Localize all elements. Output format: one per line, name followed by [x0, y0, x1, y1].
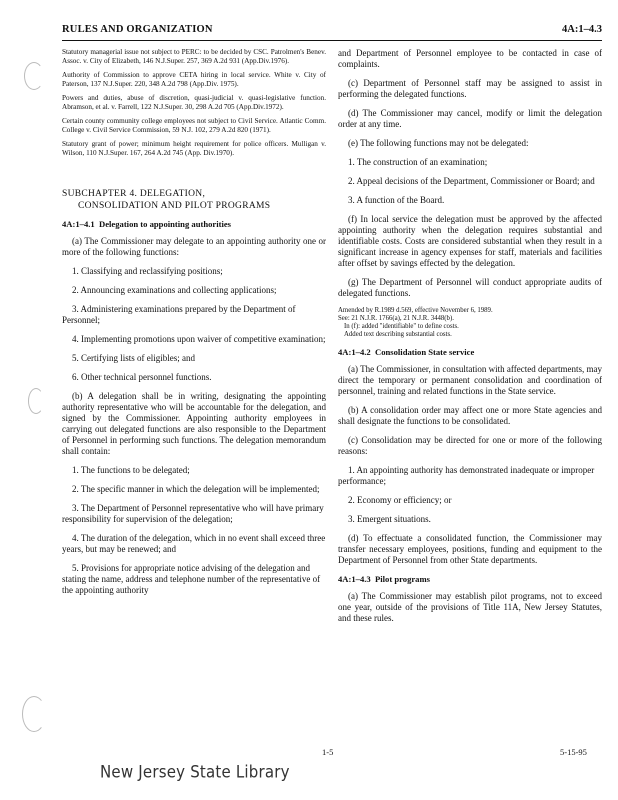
amendment-line: Added text describing substantial costs. — [344, 331, 452, 338]
paragraph: and Department of Personnel employee to be contacted in case of complaints. — [338, 48, 602, 69]
paragraph: (d) To effectuate a consolidated function, the Commissioner may transfer necessary employees, positions, funding and equipment to the Department of Personnel from other State departments. — [338, 533, 602, 565]
case-note: Certain county community college employees not subject to Civil Service. Atlantic Comm. College v. Civil Service Commission, 59 N.J. 102, 279 A.2d 820 (1971). — [62, 117, 326, 134]
case-note: Powers and duties, abuse of discretion, quasi-judicial v. quasi-legislative function. Abramson, et al. v. Farrell, 122 N.J.Super. 30, 298 A.2d 705 (App.Div.1972). — [62, 94, 326, 111]
list-item: 2. Announcing examinations and collecting applications; — [72, 285, 277, 295]
subchapter-line-1: SUBCHAPTER 4. DELEGATION, — [62, 189, 206, 199]
left-column — [62, 48, 326, 604]
section-number: 4A:1–4.2 — [338, 347, 371, 357]
section-heading — [338, 574, 602, 585]
list-item: 3. The Department of Personnel representative who will have primary responsibility for supervision of the delegation; — [62, 503, 324, 524]
header-title: RULES AND ORGANIZATION — [62, 24, 213, 35]
list-item: 1. Classifying and reclassifying positions; — [72, 266, 223, 276]
section-number: 4A:1–4.1 — [62, 219, 95, 229]
paragraph: (a) The Commissioner may establish pilot programs, not to exceed one year, outside of the provisions of Title 11A, New Jersey Statutes, and these rules. — [338, 591, 602, 623]
subchapter-line-2: CONSOLIDATION AND PILOT PROGRAMS — [78, 201, 271, 211]
paragraph: (c) Department of Personnel staff may be assigned to assist in performing the delegated functions. — [338, 78, 602, 99]
section-heading — [62, 219, 326, 230]
paragraph: (e) The following functions may not be delegated: — [348, 138, 529, 148]
case-note: Statutory grant of power; minimum height requirement for police officers. Mulligan v. Wilson, 110 N.J.Super. 167, 264 A.2d 745 (App. Div.1970). — [62, 140, 326, 157]
paragraph: (a) The Commissioner may delegate to an appointing authority one or more of the following functions: — [62, 236, 326, 257]
list-item: 2. The specific manner in which the delegation will be implemented; — [72, 484, 320, 494]
list-item: 3. A function of the Board. — [348, 195, 445, 205]
case-note: Authority of Commission to approve CETA hiring in local service. White v. City of Paterson, 137 N.J.Super. 220, 348 A.2d 798 (App.Div. 1975). — [62, 71, 326, 88]
list-item: 5. Certifying lists of eligibles; and — [72, 353, 195, 363]
section-heading — [338, 347, 602, 358]
paragraph: (d) The Commissioner may cancel, modify or limit the delegation order at any time. — [338, 108, 602, 129]
case-note: Statutory managerial issue not subject to PERC: to be decided by CSC. Patrolmen's Benev. Assoc. v. City of Elizabeth, 146 N.J.Super. 257, 369 A.2d 931 (App.Div.1976). — [62, 48, 326, 65]
section-title: Pilot programs — [375, 574, 430, 584]
paragraph: (b) A delegation shall be in writing, designating the appointing authority representative who will be accountable for the delegation, and signed by the Commissioner. Appointing authority employees in carrying out delegated functions are also responsible to the Department of Personnel in performing such functions. The delegation memorandum shall contain: — [62, 391, 326, 456]
section-title: Delegation to appointing authorities — [99, 219, 232, 229]
page-number: 1-5 — [322, 747, 334, 757]
right-column — [338, 48, 602, 632]
list-item: 4. The duration of the delegation, which in no event shall exceed three years, but may be renewed; and — [62, 533, 326, 554]
section-number: 4A:1–4.3 — [338, 574, 371, 584]
list-item: 3. Administering examinations prepared by the Department of Personnel; — [62, 304, 296, 325]
list-item: 4. Implementing promotions upon waiver of competitive examination; — [72, 334, 326, 344]
list-item: 3. Emergent situations. — [348, 514, 431, 524]
paragraph: (c) Consolidation may be directed for one or more of the following reasons: — [338, 435, 602, 456]
list-item: 1. The construction of an examination; — [348, 157, 488, 167]
amendment-line: In (f): added "identifiable" to define costs. — [344, 323, 459, 330]
punch-hole-mark — [24, 62, 44, 90]
subchapter-heading — [62, 188, 326, 212]
list-item: 1. An appointing authority has demonstrated inadequate or improper performance; — [338, 465, 595, 486]
revision-date: 5-15-95 — [560, 747, 587, 757]
running-header — [62, 22, 602, 41]
list-item: 5. Provisions for appropriate notice advising of the delegation and stating the name, address and telephone number of the representative of the appointing authority — [62, 563, 321, 595]
punch-hole-mark — [28, 388, 44, 414]
list-item: 2. Economy or efficiency; or — [348, 495, 452, 505]
amendment-history — [338, 307, 602, 339]
paragraph: (a) The Commissioner, in consultation with affected departments, may direct the temporary or permanent consolidation and coordination of personnel, training and related functions in the State service. — [338, 364, 602, 396]
list-item: 1. The functions to be delegated; — [72, 465, 190, 475]
punch-hole-mark — [22, 696, 46, 732]
header-section-number: 4A:1–4.3 — [562, 24, 602, 35]
section-title: Consolidation State service — [375, 347, 475, 357]
amendment-line: Amended by R.1989 d.569, effective November 6, 1989. — [338, 307, 493, 314]
paragraph: (g) The Department of Personnel will conduct appropriate audits of delegated functions. — [338, 277, 602, 298]
amendment-line: See: 21 N.J.R. 1766(a), 21 N.J.R. 3448(b). — [338, 315, 454, 322]
paragraph: (b) A consolidation order may affect one or more State agencies and shall designate the functions to be consolidated. — [338, 405, 602, 426]
list-item: 2. Appeal decisions of the Department, Commissioner or Board; and — [348, 176, 595, 186]
library-stamp: New Jersey State Library — [100, 762, 290, 782]
paragraph: (f) In local service the delegation must be approved by the affected appointing authority when the delegation requires substantial and identifiable costs. Costs are considered substantial when they result in a significant increase in agency expenses for staff, materials and facilities after offset by savings effected by the delegation. — [338, 214, 602, 268]
list-item: 6. Other technical personnel functions. — [72, 372, 212, 382]
